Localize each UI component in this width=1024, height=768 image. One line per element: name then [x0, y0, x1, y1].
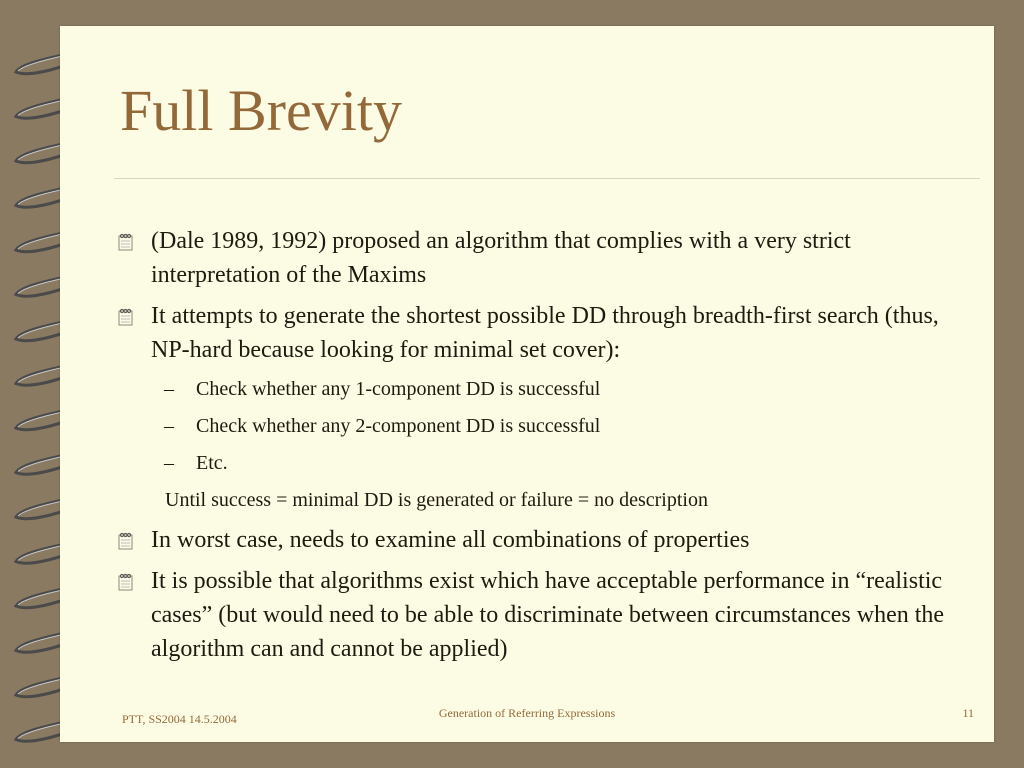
- notepad-icon: [116, 308, 135, 326]
- sub-item-text: Etc.: [196, 452, 228, 474]
- bullet-text: It attempts to generate the shortest possible DD through breadth-first search (thus, NP-hard because looking for minimal set cover):: [151, 303, 939, 363]
- footer-title: Generation of Referring Expressions: [438, 706, 616, 720]
- slide-content: [116, 224, 966, 673]
- bullet-item: [116, 299, 966, 367]
- sub-item-text: Check whether any 2-component DD is successful: [196, 415, 601, 437]
- dash-marker: –: [164, 452, 174, 474]
- dash-marker: –: [164, 378, 174, 400]
- bullet-item: [116, 523, 966, 557]
- title-divider: [114, 178, 980, 179]
- sub-item: [116, 411, 966, 441]
- notepad-icon: [116, 233, 135, 251]
- sub-item: [116, 374, 966, 404]
- notepad-icon: [116, 532, 135, 550]
- bullet-text: In worst case, needs to examine all combinations of properties: [151, 527, 750, 553]
- bullet-text: It is possible that algorithms exist which have acceptable performance in “realistic cases” (but would need to be able to discriminate between circumstances when the algorithm can and cannot be applied): [151, 568, 945, 662]
- footer-date: PTT, SS2004 14.5.2004: [122, 712, 237, 726]
- bullet-item: [116, 224, 966, 292]
- notepad-icon: [116, 573, 135, 591]
- note-text: Until success = minimal DD is generated or failure = no description: [165, 489, 708, 511]
- bullet-item: [116, 564, 966, 666]
- dash-marker: –: [164, 415, 174, 437]
- bullet-text: (Dale 1989, 1992) proposed an algorithm that complies with a very strict interpretation of the Maxims: [151, 228, 851, 288]
- page-number: 11: [962, 706, 974, 720]
- slide-title: Full Brevity: [120, 78, 402, 143]
- sub-item: [116, 448, 966, 478]
- sub-item-text: Check whether any 1-component DD is successful: [196, 378, 601, 400]
- slide-page: [60, 26, 994, 742]
